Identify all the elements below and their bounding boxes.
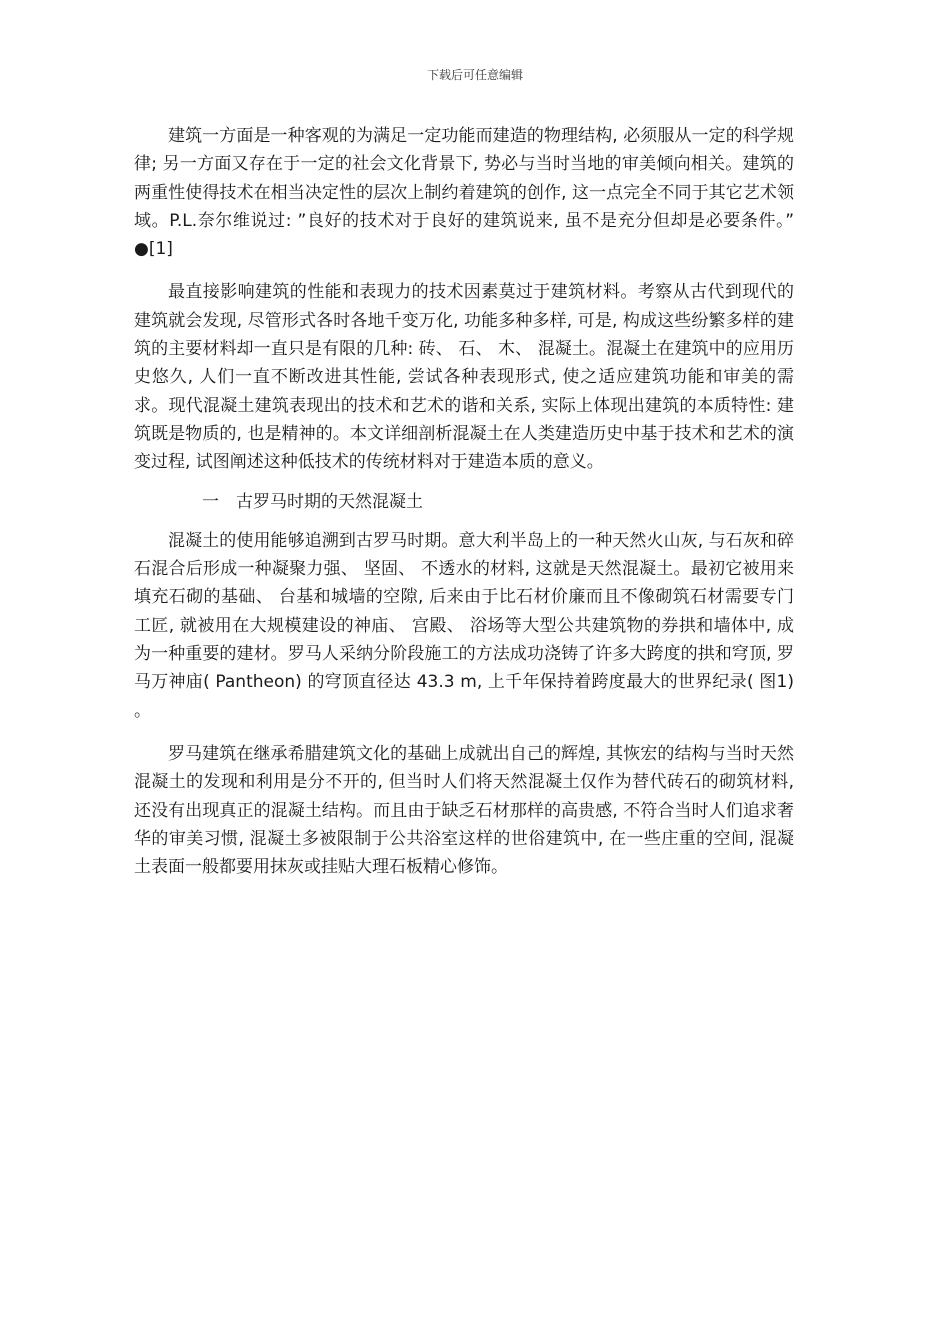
section-heading <box>134 488 794 516</box>
section-number: 一 <box>202 491 219 512</box>
paragraph-intro: 建筑一方面是一种客观的为满足一定功能而建造的物理结构, 必须服从一定的科学规律; 另一方面又存在于一定的社会文化背景下, 势必与当时当地的审美倾向相关。建筑的两重性使得技术在相当决定性的层次上制约着建筑的创作, 这一点完全不同于其它艺术领域。P.L.奈尔维说过: ”良好的技术对于良好的建筑说来, 虽不是充分但却是必要条件。” ●[1] <box>134 126 794 260</box>
paragraph-roman-concrete: 混凝土的使用能够追溯到古罗马时期。意大利半岛上的一种天然火山灰, 与石灰和碎石混合后形成一种凝聚力强、 坚固、 不透水的材料, 这就是天然混凝土。最初它被用来填充石砌的基础、 台基和城墙的空隙, 后来由于比石材价廉而且不像砌筑石材需要专门工匠, 就被用在大规模建设的神庙、 宫殿、 浴场等大型公共建筑物的券拱和墙体中, 成为一种重要的建材。罗马人采纳分阶段施工的方法成功浇铸了许多大跨度的拱和穹顶, 罗马万神庙( Pantheon) 的穹顶直径达 43.3 m, 上千年保持着跨度最大的世界纪录( 图1) 。 <box>134 530 794 721</box>
document-body <box>134 122 794 881</box>
paragraph-roman-architecture: 罗马建筑在继承希腊建筑文化的基础上成就出自己的辉煌, 其恢宏的结构与当时天然混凝土的发现和利用是分不开的, 但当时人们将天然混凝土仅作为替代砖石的砌筑材料, 还没有出现真正的混凝土结构。而且由于缺乏石材那样的高贵感, 不符合当时人们追求奢华的审美习惯, 混凝土多被限制于公共浴室这样的世俗建筑中, 在一些庄重的空间, 混凝土表面一般都要用抹灰或挂贴大理石板精心修饰。 <box>134 743 794 878</box>
paragraph-materials: 最直接影响建筑的性能和表现力的技术因素莫过于建筑材料。考察从古代到现代的建筑就会发现, 尽管形式各时各地千变万化, 功能多种多样, 可是, 构成这些纷繁多样的建筑的主要材料却一直只是有限的几种: 砖、 石、 木、 混凝土。混凝土在建筑中的应用历史悠久, 人们一直不断改进其性能, 尝试各种表现形式, 使之适应建筑功能和审美的需求。现代混凝土建筑表现出的技术和艺术的谐和关系, 实际上体现出建筑的本质特性: 建筑既是物质的, 也是精神的。本文详细剖析混凝土在人类建造历史中基于技术和艺术的演变过程, 试图阐述这种低技术的传统材料对于建造本质的意义。 <box>134 282 794 473</box>
section-title: 古罗马时期的天然混凝土 <box>236 491 423 512</box>
page-header: 下载后可任意编辑 <box>426 68 523 82</box>
